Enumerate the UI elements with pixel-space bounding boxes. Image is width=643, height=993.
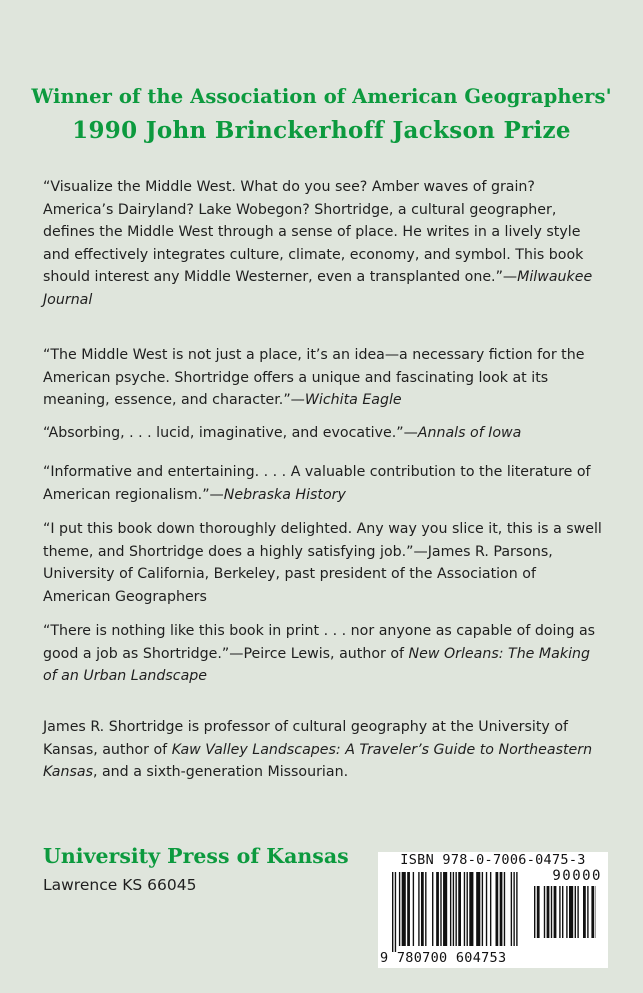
prize-line-1: Winner of the Association of American Geographers' [31,85,612,108]
barcode-bar [425,872,426,946]
ean-barcode-bars [392,872,524,952]
barcode-bar [407,872,410,946]
review-source: Annals of Iowa [417,425,522,441]
barcode-bar [453,872,454,946]
author-book-title: Kaw Valley Landscapes: A Traveler’s Guide to Northeastern Kansas [43,741,593,780]
barcode-bar [500,872,503,946]
barcode-bar [583,886,586,938]
review-quote-3 [43,422,603,445]
review-text: “There is nothing like this book in print . . . nor anyone as capable of doing as good a job as Shortridge.”—Peirce Lewis, author of [43,623,596,662]
review-source: Wichita Eagle [304,392,402,408]
review-source: Milwaukee Journal [43,269,593,308]
barcode-bar [547,886,550,938]
review-quote-6 [43,620,603,688]
barcode-bar [469,872,473,946]
barcode-bar [496,872,499,946]
barcode-bar [458,872,461,946]
review-text: “Informative and entertaining. . . . A valuable contribution to the literature of American regionalism.”— [43,464,591,503]
review-quote-5 [43,518,603,608]
review-text: “Visualize the Middle West. What do you see? Amber waves of grain? America’s Dairyland? Lake Wobegon? Shortridge, a cultural geographer, defines the Middle West through a sense of place. He writes in a lively style and effectively integrates culture, climate, economy, and symbol. This book should interest any Middle Westerner, even a transplanted one.”— [43,179,584,285]
barcode-bar [562,886,563,938]
barcode-bar [476,872,480,946]
publisher-city: Lawrence KS 66045 [43,876,197,894]
barcode-bar [559,886,560,938]
barcode-bar [511,872,512,946]
barcode-bar [566,886,567,938]
barcode-bar [467,872,468,946]
barcode-bar [399,872,400,946]
barcode-bar [534,886,535,938]
barcode-bar [587,886,588,938]
review-source: New Orleans: The Making of an Urban Landscape [43,645,591,684]
barcode-bar [413,872,414,946]
barcode-bar [421,872,424,946]
barcode [378,852,608,968]
barcode-bar [575,886,576,938]
barcode-bar [402,872,406,946]
barcode-bar [418,872,419,946]
barcode-bar [537,886,540,938]
author-bio-text: James R. Shortridge is professor of cultural geography at the University of Kansas, author of [43,719,568,758]
barcode-bar [432,872,433,946]
review-quote-2 [43,344,603,412]
barcode-bar [577,886,578,938]
barcode-bar [440,872,441,946]
barcode-bar [591,886,594,938]
isbn-label: ISBN 978-0-7006-0475-3 [400,852,586,868]
author-bio-tail: , and a sixth-generation Missourian. [92,764,349,780]
barcode-bar [551,886,552,938]
price-addon-bars [534,886,596,944]
barcode-bar [569,886,573,938]
barcode-bar [450,872,451,946]
review-text: “I put this book down thoroughly delighted. Any way you slice it, this is a swell theme, and Shortridge does a highly satisfying job.”—James R. Parsons, University of California, Berkeley, past president of the Association of American Geographers [43,521,602,605]
barcode-bar [504,872,505,946]
review-source: Nebraska History [223,486,346,503]
barcode-bar [482,872,483,946]
barcode-bar [443,872,447,946]
barcode-bar [513,872,514,946]
review-quote-4 [43,461,603,506]
barcode-bar [464,872,465,946]
barcode-bar [486,872,487,946]
barcode-bar [436,872,439,946]
barcode-bar [516,872,517,946]
review-quote-1 [43,176,603,311]
barcode-bar [392,872,393,952]
price-code: 90000 [552,868,602,884]
barcode-bar [490,872,491,946]
prize-line-2: 1990 John Brinckerhoff Jackson Prize [72,117,571,144]
barcode-bar [455,872,456,946]
barcode-bar [554,886,557,938]
barcode-bar [395,872,396,952]
review-text: “The Middle West is not just a place, it’s an idea—a necessary fiction for the American psyche. Shortridge offers a unique and fascinating look at its meaning, essence, and character.”— [43,347,585,408]
review-text: “Absorbing, . . . lucid, imaginative, and evocative.”— [43,425,418,441]
publisher-name: University Press of Kansas [43,844,349,868]
ean-number: 9 780700 604753 [380,950,507,966]
author-bio [43,716,603,784]
barcode-bar [544,886,545,938]
